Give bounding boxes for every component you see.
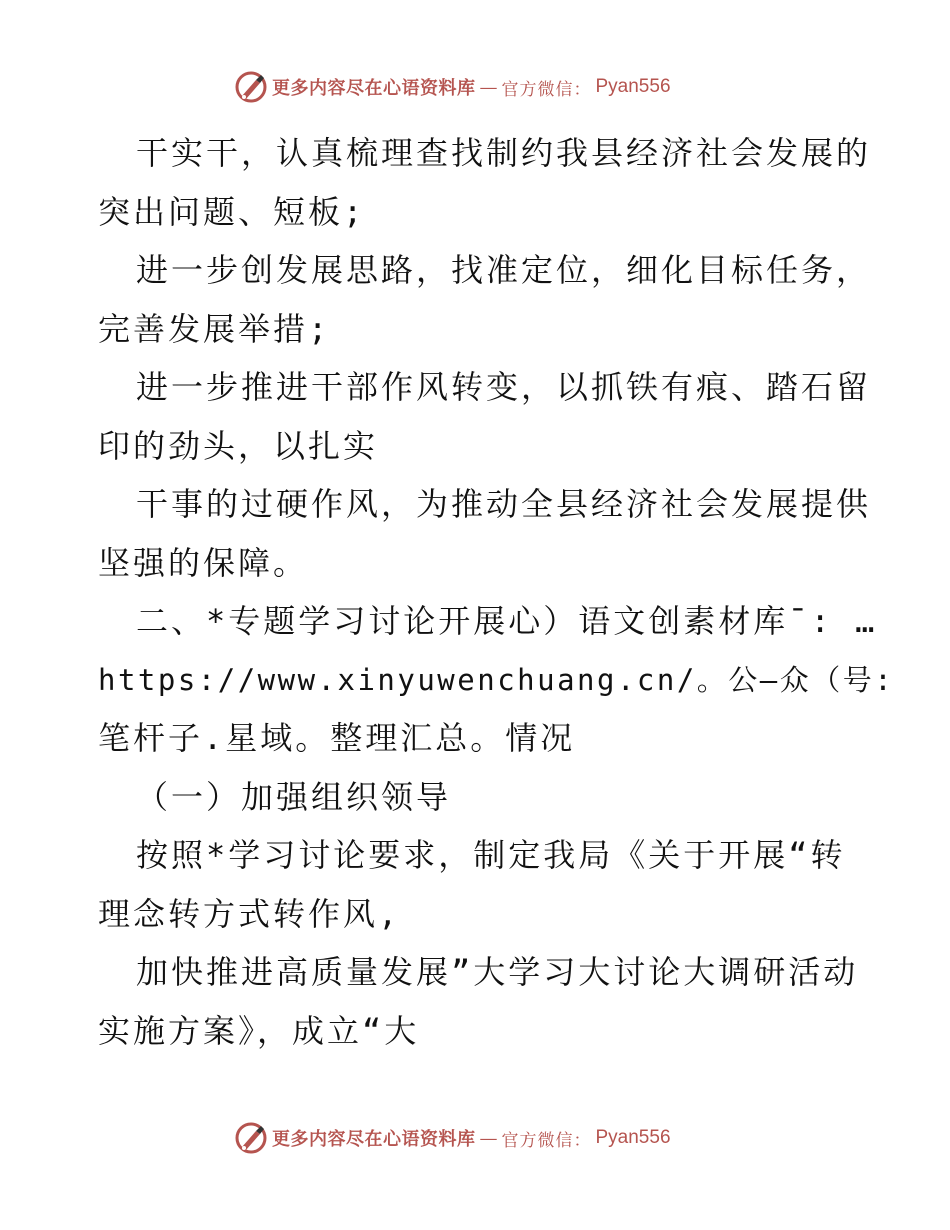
url-line: https://www.xinyuwenchuang.cn/。公—众（号: — [98, 662, 895, 697]
body-line: 理念转方式转作风, — [98, 894, 401, 933]
document-body — [98, 124, 895, 1060]
body-line: 进一步推进干部作风转变，以抓铁有痕、踏石留 — [136, 368, 872, 406]
body-line: 完善发展举措; — [98, 309, 331, 348]
body-line: 按照*学习讨论要求，制定我局《关于开展“转 — [136, 836, 846, 874]
watermark-title: 更多内容尽在心语资料库 — [272, 78, 476, 99]
body-line: 进一步创发展思路，找准定位，细化目标任务， — [136, 251, 872, 289]
body-line: 干实干，认真梳理查找制约我县经济社会发展的 — [136, 134, 872, 172]
body-line: 突出问题、短板; — [98, 192, 366, 231]
watermark-title: 更多内容尽在心语资料库 — [272, 1129, 476, 1150]
pen-circle-logo-icon — [234, 70, 268, 104]
watermark-dash: — — [479, 1127, 498, 1149]
watermark-wechat-id: Pyan556 — [595, 76, 671, 97]
subsection-heading: （一）加强组织领导 — [136, 777, 452, 816]
body-line: 坚强的保障。 — [98, 543, 309, 582]
body-line: 加快推进高质量发展”大学习大讨论大调研活动 — [136, 953, 859, 991]
watermark-label: 官方微信： — [501, 1130, 592, 1151]
body-line: 印的劲头，以扎实 — [98, 426, 379, 465]
body-line: 实施方案》，成立“大 — [98, 1011, 420, 1050]
section-heading: 二、*专题学习讨论开展心）语文创素材库¯: … — [136, 602, 878, 640]
footer-watermark — [234, 1121, 671, 1155]
watermark-wechat-id: Pyan556 — [595, 1127, 671, 1148]
watermark-dash: — — [479, 76, 498, 98]
pen-circle-logo-icon — [234, 1121, 268, 1155]
watermark-label: 官方微信： — [501, 79, 592, 100]
body-line: 干事的过硬作风，为推动全县经济社会发展提供 — [136, 485, 872, 523]
header-watermark — [234, 70, 671, 104]
body-line: 笔杆子.星域。整理汇总。情况 — [98, 719, 576, 757]
